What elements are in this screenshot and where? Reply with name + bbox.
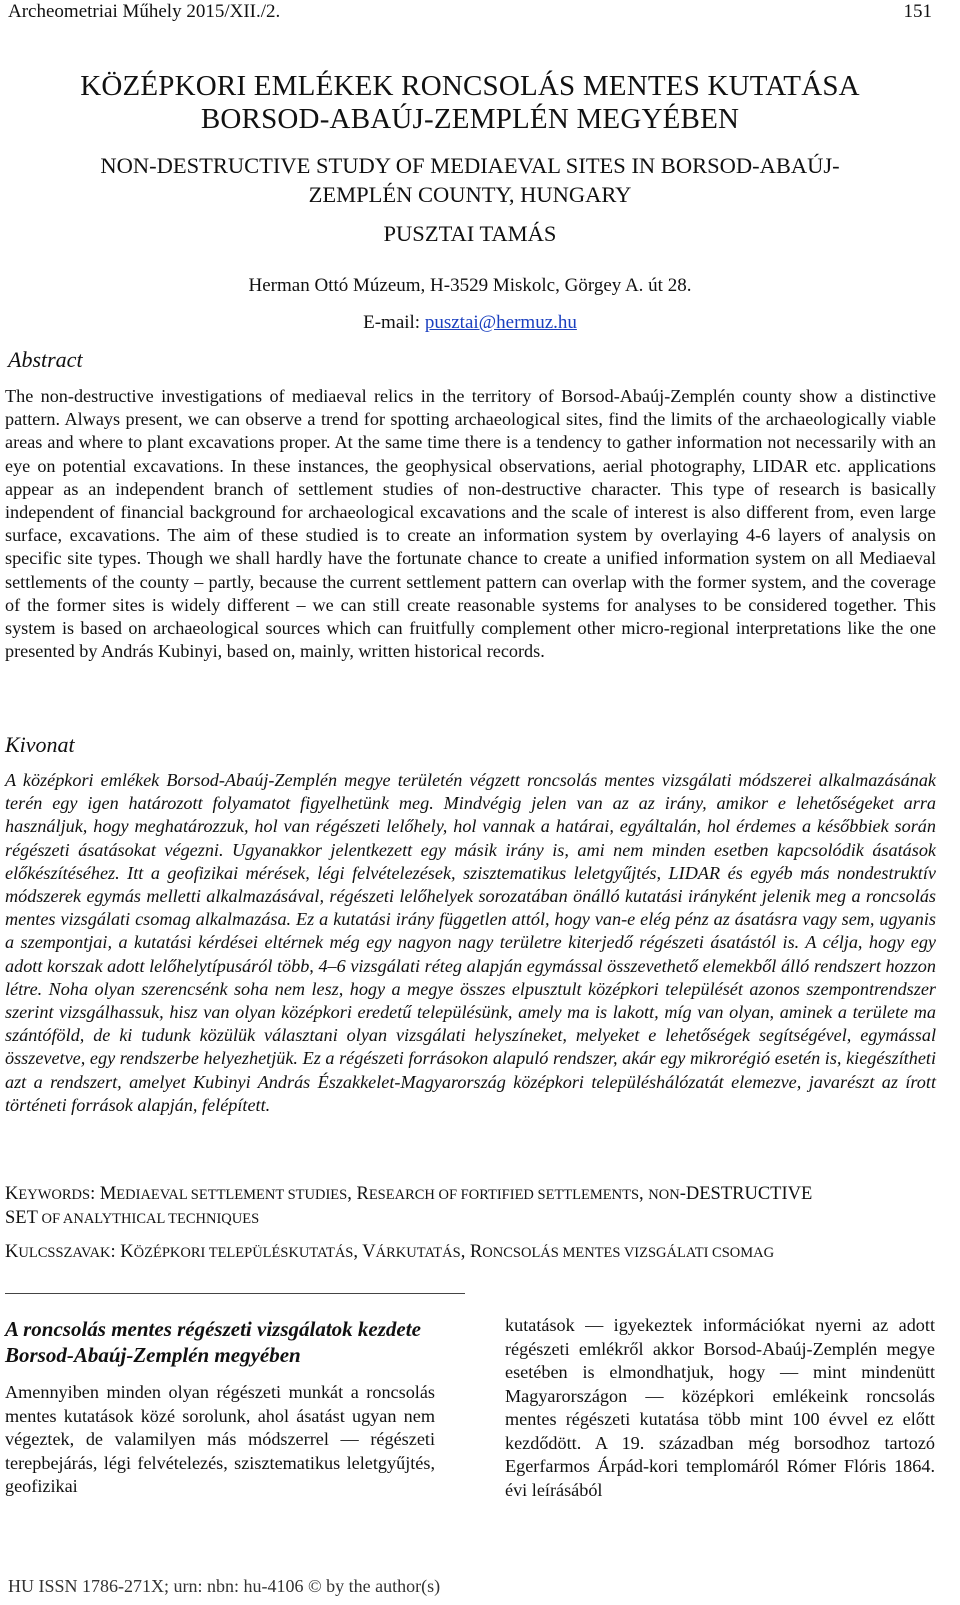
author-name: PUSZTAI TAMÁS: [383, 221, 557, 246]
section-title: A roncsolás mentes régészeti vizsgálatok kezdete Borsod-Abaúj-Zemplén megyében: [5, 1317, 421, 1367]
author-affiliation: Herman Ottó Múzeum, H-3529 Miskolc, Görgey A. út 28.: [248, 275, 692, 296]
email-link[interactable]: pusztai@hermuz.hu: [424, 312, 577, 333]
footer-issn: HU ISSN 1786-271X; urn: nbn: hu-4106 © by the author(s): [8, 1576, 441, 1596]
abstract-heading: Abstract: [8, 347, 83, 372]
title-hungarian-line2: BORSOD-ABAÚJ-ZEMPLÉN MEGYÉBEN: [200, 103, 740, 135]
kivonat-heading: Kivonat: [5, 732, 75, 757]
journal-running-head: Archeometriai Műhely 2015/XII./2.: [8, 1, 281, 22]
section-divider: [5, 1293, 465, 1294]
kulcsszavak: KULCSSZAVAK: KÖZÉPKORI TELEPÜLÉSKUTATÁS, VÁRKUTATÁS, RONCSOLÁS MENTES VIZSGÁLATI CSOMAG: [5, 1242, 775, 1262]
author-email-line: [0, 311, 940, 335]
right-column-text: kutatások — igyekeztek információkat nyerni az adott régészeti emlékről akkor Borsod-Abaúj-Zemplén megye esetében is elmondhatjuk, hogy — mint mindenütt Magyarországon — középkori emlékeink roncsolás mentes régészeti kutatása több mint 100 évvel ez előtt kezdődött. A 19. században még borsodhoz tartozó Egerfarmos Árpád-kori templomáról Rómer Flóris 1864. évi leírásából: [505, 1315, 935, 1500]
title-english-line1: NON-DESTRUCTIVE STUDY OF MEDIAEVAL SITES IN BORSOD-ABAÚJ-: [100, 153, 840, 178]
page-number: 151: [903, 1, 932, 22]
title-hungarian-line1: KÖZÉPKORI EMLÉKEK RONCSOLÁS MENTES KUTATÁSA: [80, 70, 860, 102]
email-label: E-mail:: [363, 312, 425, 333]
title-english-line2: ZEMPLÉN COUNTY, HUNGARY: [308, 182, 632, 207]
left-column-text: Amennyiben minden olyan régészeti munkát a roncsolás mentes kutatások közé sorolunk, ahol ásatást ugyan nem végeztek, de valamilyen más módszerrel — régészeti terepbejárás, légi felvételezés, szisztematikus leletgyűjtés, geofizikai: [5, 1382, 435, 1496]
kivonat-text: A középkori emlékek Borsod-Abaúj-Zemplén megye területén végzett roncsolás mentes vizsgálati módszerei alkalmazásának terén egy igen határozott folyamatot figyelhetünk meg. Mindvégig jelen van az az irány, amikor e lehetőségeket arra használjuk, hogy meghatározzuk, hol van régészeti lelőhely, hol vannak a határai, egyáltalán, hol érdemes a későbbiek során régészeti ásatásokat végezni. Ugyanakkor jelentkezett egy másik irány is, ami nem minden esetben kapcsolódik ásatások előkészítéséhez. Itt a geofizikai mérések, légi felvételezések, szisztematikus leletgyűjtés, LIDAR és egyéb más nondestruktív módszerek egymás melletti alkalmazásával, régészeti lelőhelyek sorozatában önálló kutatási irányként jelenik meg a roncsolás mentes vizsgálati csomag alkalmazása. Ez a kutatási irány független attól, hogy van-e elég pénz az ásatásra vagy sem, ugyanis a szempontjai, a kutatási kérdései eltérnek még egy nagyon nagy területre kiterjedő régészeti ásatástól is. A célja, hogy egy adott korszak adott lelőhelytípusáról több, 4–6 vizsgálati réteg alapján egymással összevethető elemekből álló rendszert hozzon létre. Noha olyan szerencsénk soha nem lesz, hogy a megye összes elpusztult középkori települését azonos szempontrendszer szerint vizsgálhassuk, hisz van olyan középkori eredetű településünk, amely ma is lakott, míg van olyan, aminek a területe ma szántóföld, de ki tudunk közülük választani olyan vizsgálati helyszíneket, melyeket e lehetőségek segítségével, egymással összevetve, egy rendszerbe helyezhetjük. Ez a régészeti forrásokon alapuló rendszer, akár egy mikrorégió esetén is, kiegészítheti azt a rendszert, amelyet Kubinyi András Északkelet-Magyarország középkori településhálózatát elemezve, javarészt az írott történeti források alapján, felépített.: [5, 770, 936, 1115]
keywords: KEYWORDS: MEDIAEVAL SETTLEMENT STUDIES, RESEARCH OF FORTIFIED SETTLEMENTS, NON-DESTRUCTIVE SET OF ANALYTHICAL TECHNIQUES: [5, 1184, 813, 1228]
abstract-text: The non-destructive investigations of mediaeval relics in the territory of Borsod-Abaúj-Zemplén county show a distinctive pattern. Always present, we can observe a trend for spotting archaeological sites, find the limits of the archaeologically viable areas and where to plant excavations proper. At the same time there is a tendency to gather information not necessarily with an eye on potential excavations. In these instances, the geophysical observations, aerial photography, LIDAR etc. applications appear as an independent branch of settlement studies of non-destructive character. This type of research is basically independent of financial background for archaeological excavations and the scale of interest is also different from, even large surface, excavations. The aim of these studied is to create an information system by overlaying 4-6 layers of analysis on specific site types. Though we shall hardly have the fortunate chance to create a unified information system on all Mediaeval settlements of the county – partly, because the current settlement pattern can overlap with the former system, and the coverage of the former sites is widely different – we can still create reasonable systems for analyses to be considered together. This system is based on archaeological sources which can fruitfully complement other micro-regional interpretations like the one presented by András Kubinyi, based on, mainly, written historical records.: [5, 386, 936, 662]
